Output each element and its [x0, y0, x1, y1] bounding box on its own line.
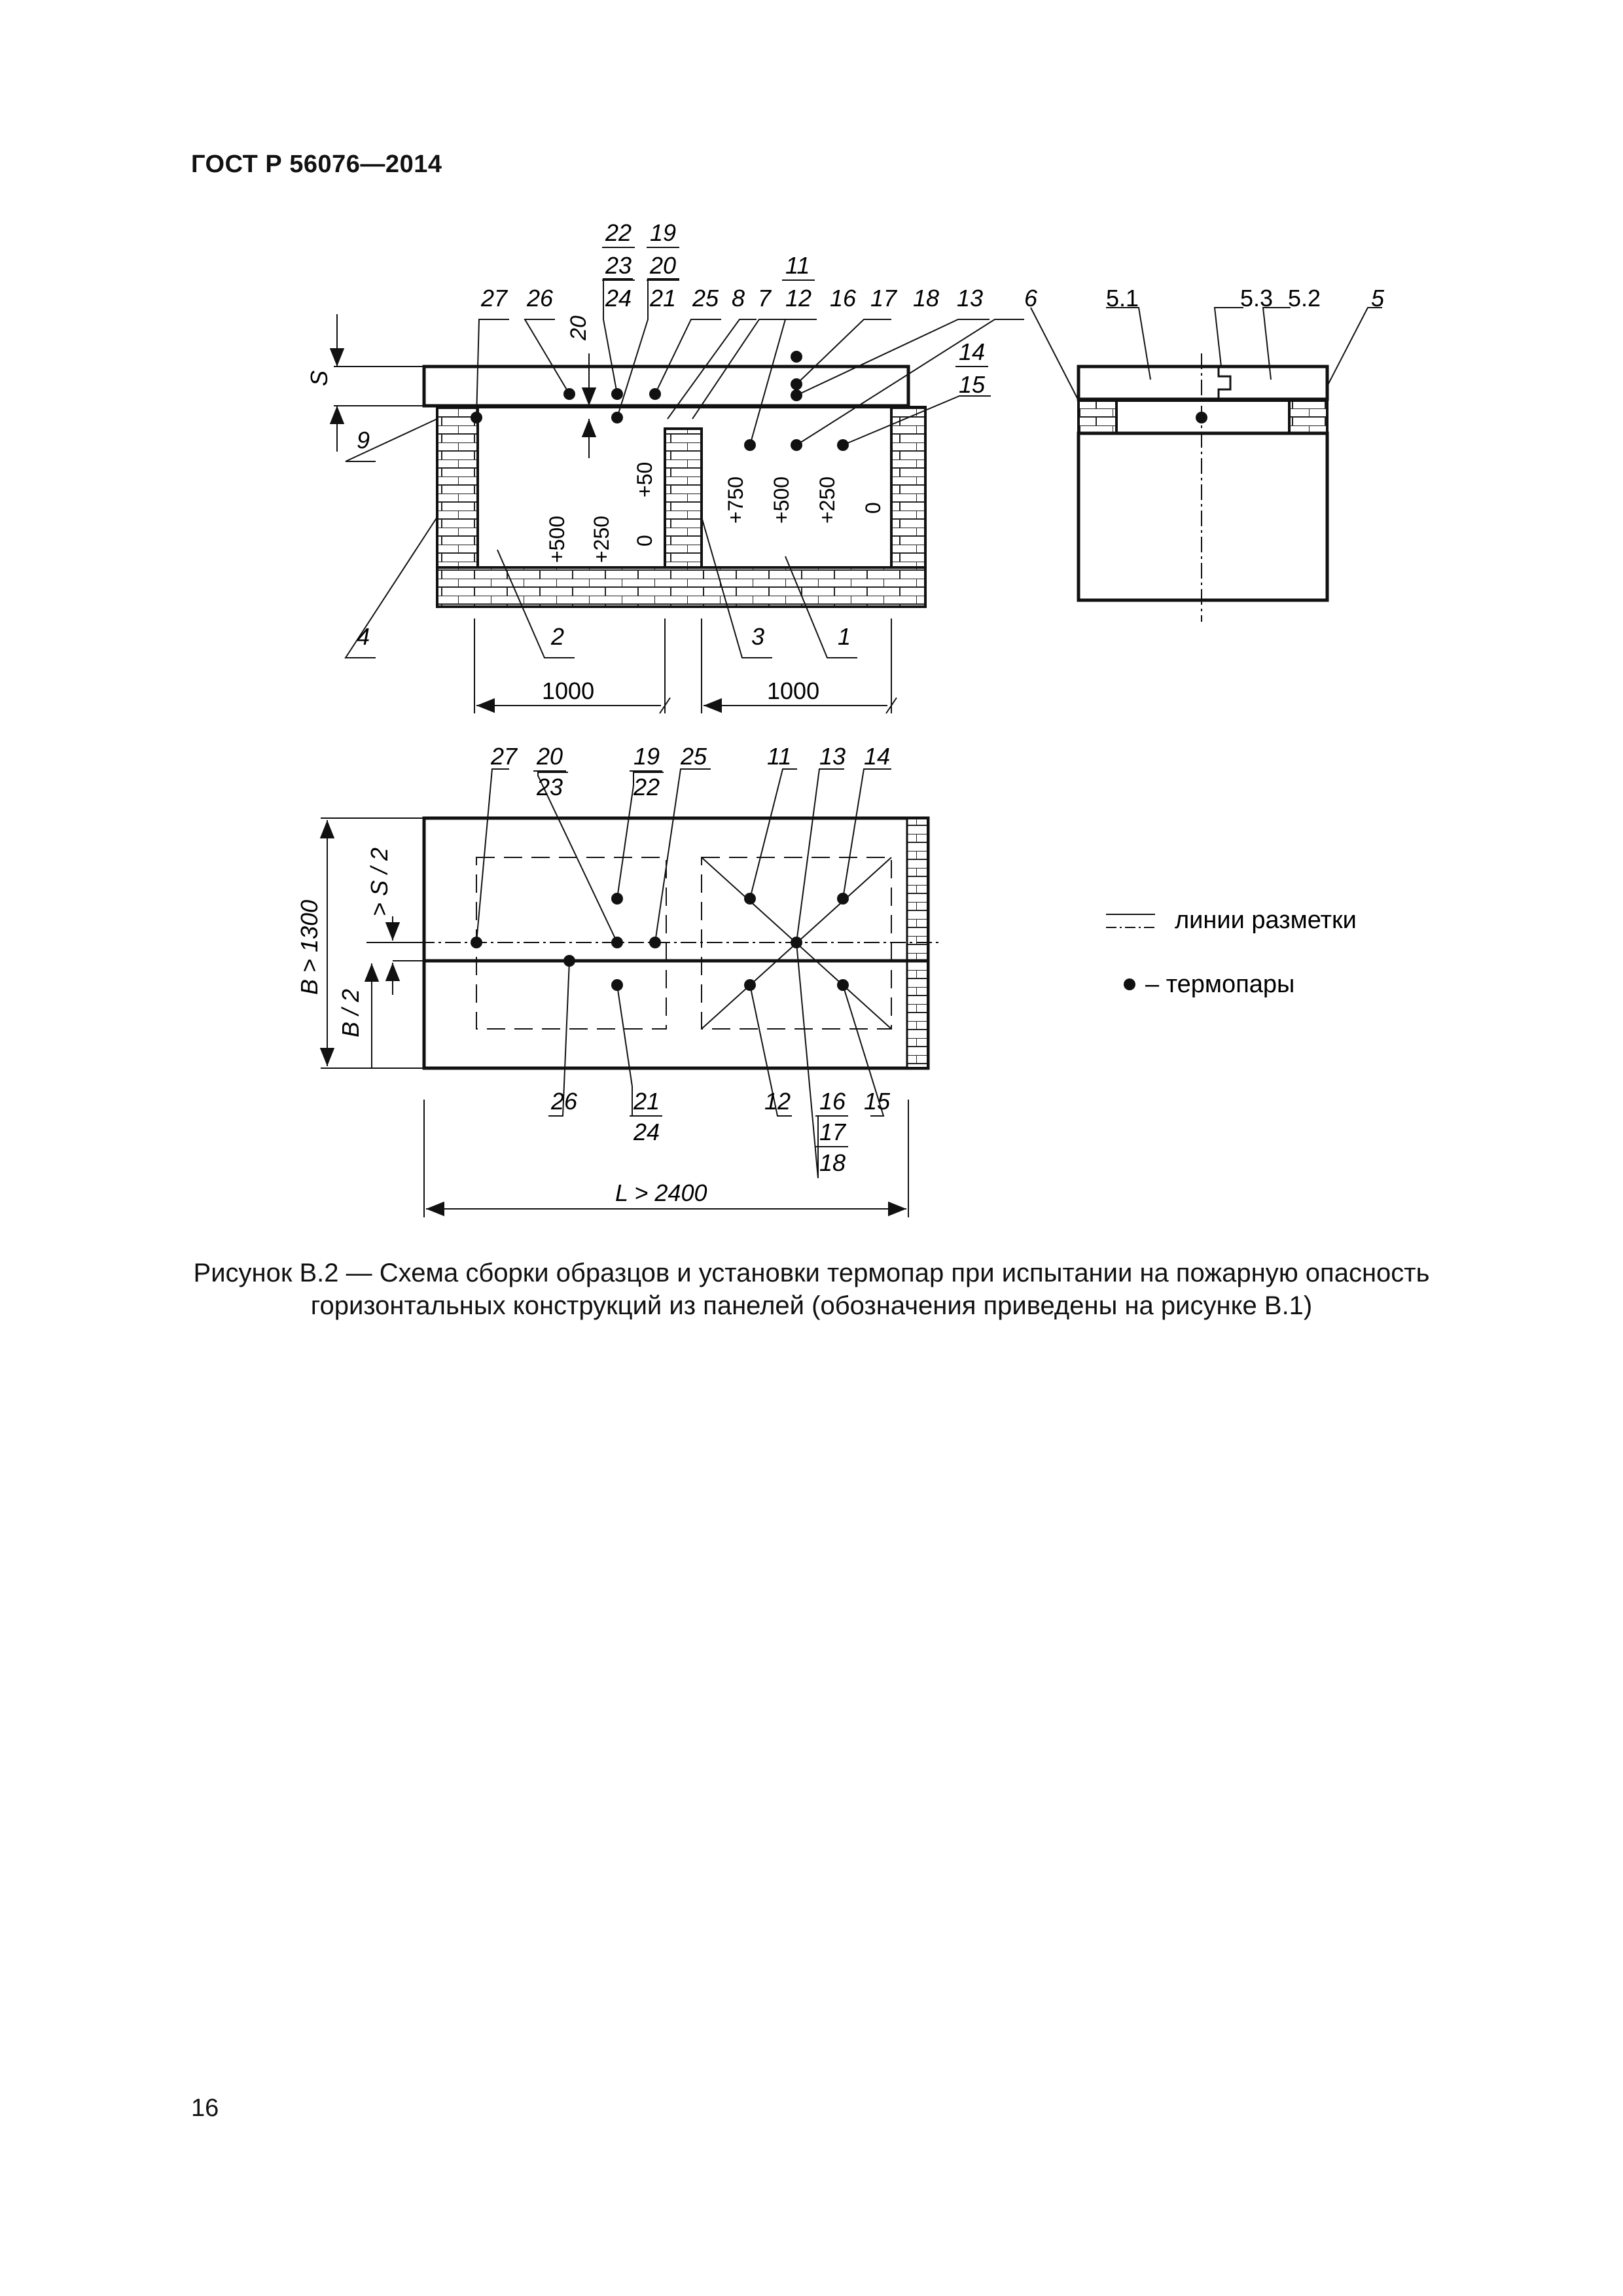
side-view: [1024, 285, 1385, 622]
dim-s: S: [306, 370, 332, 386]
label-11: 11: [785, 252, 810, 279]
label-13: 13: [957, 285, 984, 312]
dim-b2: B / 2: [337, 988, 364, 1037]
label-8: 8: [732, 285, 745, 312]
label-27: 27: [481, 285, 508, 312]
height-right-500: +500: [770, 476, 793, 524]
plan-view: [296, 743, 942, 1217]
plan-label-27: 27: [491, 743, 518, 770]
dim-s2: > S / 2: [366, 847, 393, 916]
side-label-5: 5: [1371, 285, 1385, 312]
caption-line-1: Рисунок В.2 — Схема сборки образцов и установки термопар при испытании на пожарную опасность: [193, 1259, 1430, 1287]
plan-label-16: 16: [819, 1088, 846, 1115]
dim-l: L > 2400: [615, 1179, 707, 1206]
dim-1000-right: 1000: [767, 677, 820, 704]
plan-label-14: 14: [864, 743, 891, 770]
height-left-50: +50: [633, 461, 656, 497]
label-18: 18: [913, 285, 940, 312]
legend: [1106, 906, 1357, 998]
label-4: 4: [357, 623, 370, 650]
side-label-5-1: 5.1: [1106, 285, 1139, 312]
height-left-500: +500: [545, 515, 569, 563]
page-number: 16: [191, 2094, 219, 2122]
height-right-250: +250: [815, 476, 839, 524]
label-9: 9: [357, 427, 370, 454]
plan-label-11: 11: [767, 743, 792, 770]
plan-label-22: 22: [633, 774, 660, 800]
plan-label-15: 15: [864, 1088, 891, 1115]
plan-label-17: 17: [819, 1119, 846, 1145]
dim-b: B > 1300: [296, 899, 323, 995]
plan-label-13: 13: [819, 743, 846, 770]
plan-label-19: 19: [633, 743, 660, 770]
label-23: 23: [605, 252, 632, 279]
plan-label-12: 12: [764, 1088, 791, 1115]
plan-label-18: 18: [819, 1149, 846, 1176]
figure-caption: [131, 1257, 1492, 1322]
label-17: 17: [870, 285, 897, 312]
plan-label-24: 24: [633, 1119, 660, 1145]
legend-thermocouples: – термопары: [1145, 971, 1295, 998]
dim-1000-left: 1000: [542, 677, 595, 704]
label-15: 15: [959, 371, 986, 398]
side-label-6: 6: [1024, 285, 1038, 312]
label-21: 21: [650, 285, 677, 312]
height-right-0: 0: [861, 502, 885, 514]
document-header: ГОСТ Р 56076—2014: [191, 151, 442, 178]
plan-label-20: 20: [537, 743, 563, 770]
label-14: 14: [959, 338, 986, 365]
side-label-5-2: 5.2: [1288, 285, 1321, 312]
plan-label-21: 21: [633, 1088, 660, 1115]
label-20: 20: [650, 252, 677, 279]
label-19: 19: [650, 219, 677, 246]
label-22: 22: [605, 219, 632, 246]
side-label-5-3: 5.3: [1240, 285, 1274, 312]
dim-20: 20: [566, 315, 591, 340]
label-3: 3: [751, 623, 765, 650]
label-26: 26: [527, 285, 554, 312]
plan-label-23: 23: [537, 774, 563, 800]
label-1: 1: [838, 623, 851, 650]
label-24: 24: [605, 285, 632, 312]
height-left-250: +250: [590, 515, 613, 563]
label-25: 25: [692, 285, 719, 312]
plan-label-25: 25: [681, 743, 707, 770]
legend-marking-lines: линии разметки: [1175, 906, 1357, 934]
label-12: 12: [785, 285, 812, 312]
caption-line-2: горизонтальных конструкций из панелей (обозначения приведены на рисунке В.1): [310, 1291, 1313, 1320]
height-left-0: 0: [633, 535, 656, 547]
label-16: 16: [830, 285, 857, 312]
label-7: 7: [758, 285, 772, 312]
label-2: 2: [551, 623, 565, 650]
height-right-750: +750: [724, 476, 747, 524]
elevation-view: [306, 219, 1024, 713]
plan-label-26: 26: [551, 1088, 578, 1115]
